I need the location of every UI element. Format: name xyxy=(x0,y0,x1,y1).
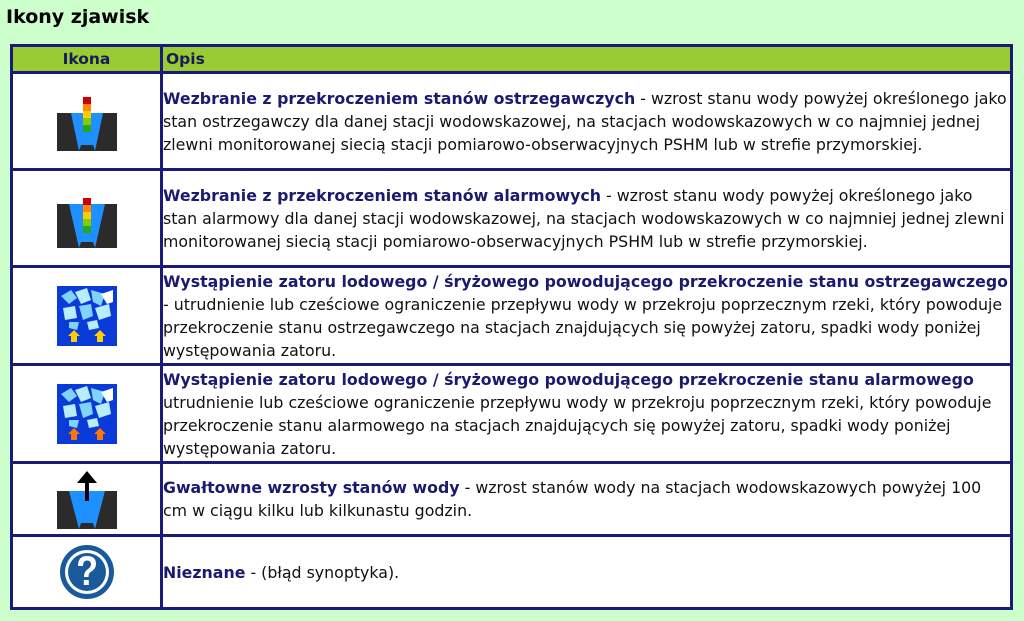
phenomenon-title: Wystąpienie zatoru lodowego / śryżowego powodującego przekroczenie stanu ostrzegawczego xyxy=(163,271,1008,291)
table-row xyxy=(12,463,1012,536)
description-cell xyxy=(162,536,1012,609)
icon-cell xyxy=(12,267,162,365)
phenomenon-description: - wzrost stanu wody powyżej określonego jako stan ostrzegawczy dla danej stacji wodowskazowej, na stacjach wodowskazowych w co najmniej jednej zlewni monitorowanej siecią stacji pomiarowo-obserwacyjnych PSHM lub w strefie przymorskiej. xyxy=(163,88,1007,154)
table-row xyxy=(12,170,1012,267)
ice-jam-alarm-icon xyxy=(13,384,160,444)
water-level-alarm-icon xyxy=(13,188,160,248)
page-title: Ikony zjawisk xyxy=(6,6,150,28)
description-cell xyxy=(162,170,1012,267)
icon-cell xyxy=(12,463,162,536)
table-row xyxy=(12,536,1012,609)
description-cell xyxy=(162,365,1012,463)
description-cell xyxy=(162,463,1012,536)
column-header-icon: Ikona xyxy=(12,46,162,73)
ice-jam-warning-icon xyxy=(13,286,160,346)
phenomenon-title: Wezbranie z przekroczeniem stanów ostrzegawczych xyxy=(163,88,636,108)
icon-cell xyxy=(12,170,162,267)
unknown-question-icon xyxy=(13,544,160,600)
phenomenon-title: Nieznane xyxy=(163,562,246,582)
icon-cell xyxy=(12,365,162,463)
phenomenon-title: Wystąpienie zatoru lodowego / śryżowego powodującego przekroczenie stanu alarmowego xyxy=(163,369,974,389)
column-header-description: Opis xyxy=(162,46,1012,73)
table-row xyxy=(12,365,1012,463)
table-row xyxy=(12,73,1012,170)
icon-cell xyxy=(12,536,162,609)
phenomena-legend-table xyxy=(10,44,1013,610)
rapid-rise-icon xyxy=(13,469,160,529)
phenomenon-description: - wzrost stanu wody powyżej określonego jako stan alarmowy dla danej stacji wodowskazowej, na stacjach wodowskazowych w co najmniej jednej zlewni monitorowanej siecią stacji pomiarowo-obserwacyjnych PSHM lub w strefie przymorskiej. xyxy=(163,185,1005,251)
phenomenon-description: - (błąd synoptyka). xyxy=(245,562,400,582)
phenomenon-description: - wzrost stanów wody na stacjach wodowskazowych powyżej 100 cm w ciągu kilku lub kilkunastu godzin. xyxy=(163,478,982,521)
water-level-warning-icon xyxy=(13,91,160,151)
description-cell xyxy=(162,267,1012,365)
phenomenon-title: Gwałtowne wzrosty stanów wody xyxy=(163,478,460,498)
table-header-row xyxy=(12,46,1012,73)
phenomenon-description: - utrudnienie lub cześciowe ograniczenie przepływu wody w przekroju poprzecznym rzeki, który powoduje przekroczenie stanu ostrzegawczego na stacjach znajdujących się powyżej zatoru, spadki wody poniżej występowania zatoru. xyxy=(163,294,1003,360)
table-row xyxy=(12,267,1012,365)
phenomenon-title: Wezbranie z przekroczeniem stanów alarmowych xyxy=(163,185,602,205)
description-cell xyxy=(162,73,1012,170)
icon-cell xyxy=(12,73,162,170)
phenomenon-description: utrudnienie lub cześciowe ograniczenie przepływu wody w przekroju poprzecznym rzeki, który powoduje przekroczenie stanu alarmowego na stacjach znajdujących się powyżej zatoru, spadki wody poniżej występowania zatoru. xyxy=(163,392,992,458)
